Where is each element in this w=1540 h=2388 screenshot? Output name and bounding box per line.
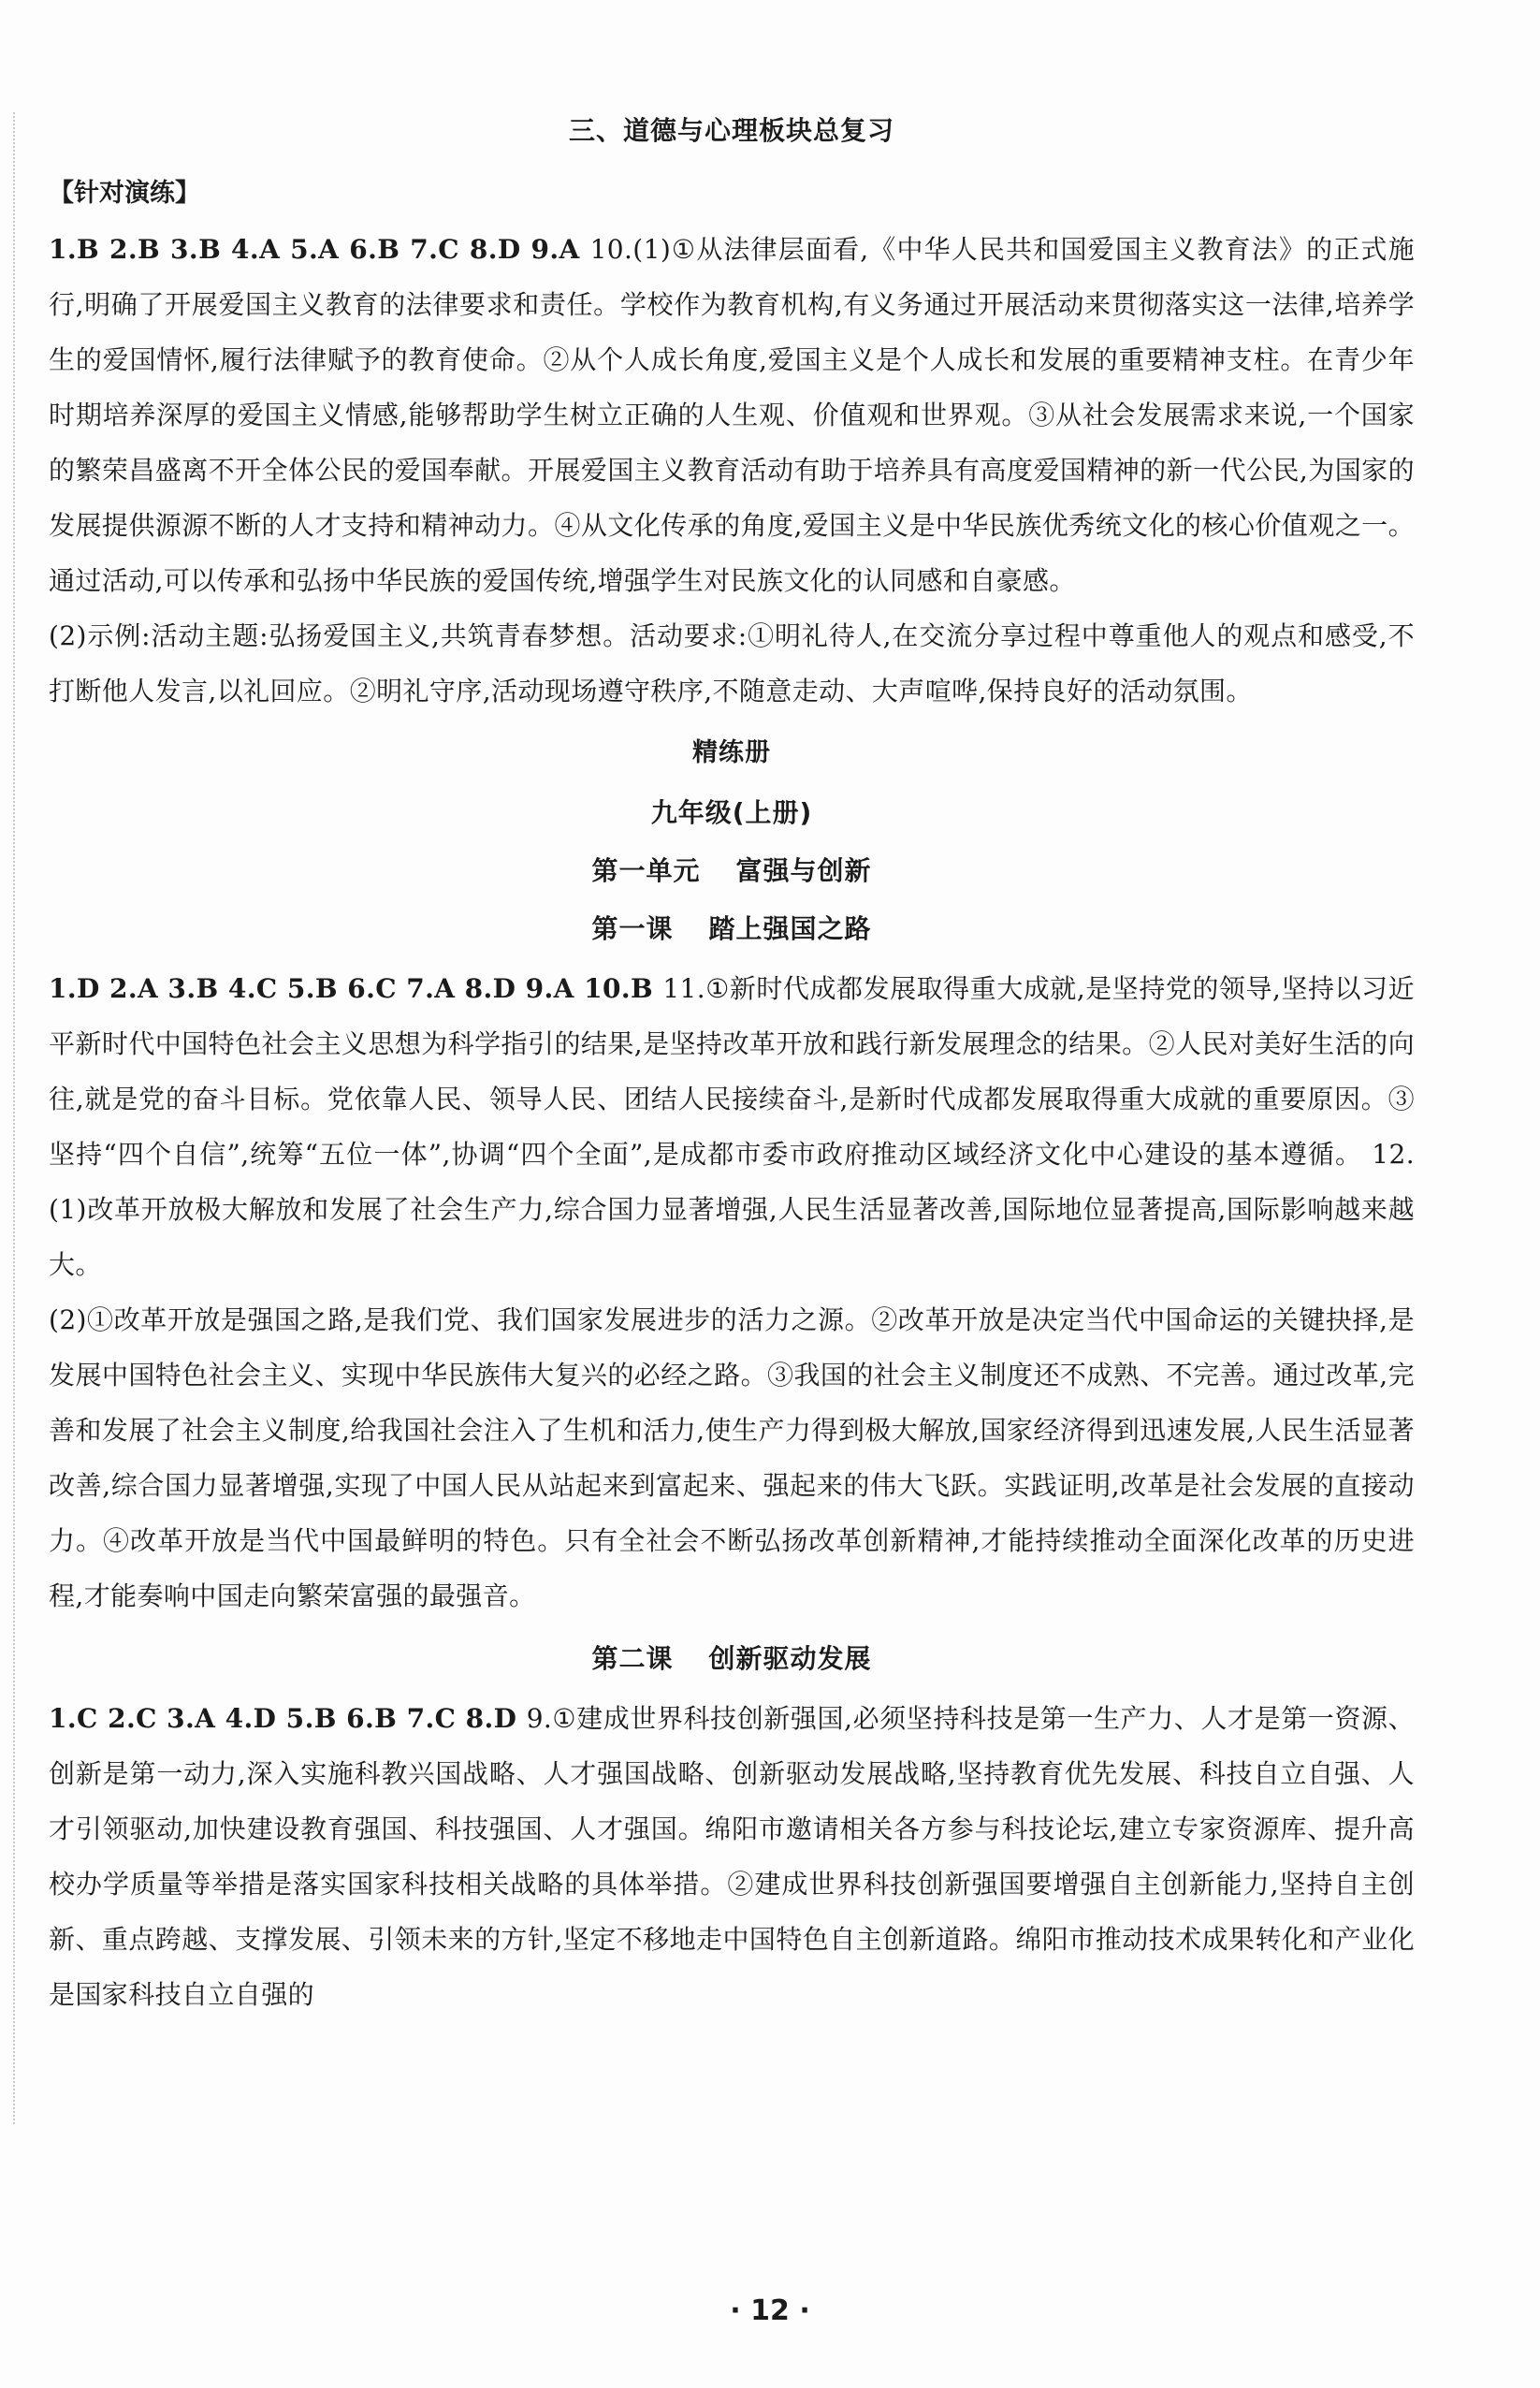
page-number: · 12 · <box>730 2294 810 2327</box>
lesson-1-title <box>49 909 1415 946</box>
section-answer-paragraph <box>49 222 1415 608</box>
section-title: 三、道德与心理板块总复习 <box>568 115 894 146</box>
unit-title <box>49 851 1415 888</box>
lesson-2-answer-text: 9.①建成世界科技创新强国,必须坚持科技是第一生产力、人才是第一资源、创新是第一动力,深入实施科教兴国战略、人才强国战略、创新驱动发展战略,坚持教育优先发展、科技自立自强、人才引领驱动,加快建设教育强国、科技强国、人才强国。绵阳市邀请相关各方参与科技论坛,建立专家资源库、提升高校办学质量等举措是落实国家科技相关战略的具体举措。②建成世界科技创新强国要增强自主创新能力,坚持自主创新、重点跨越、支撑发展、引领未来的方针,坚定不移地走中国特色自主创新道路。绵阳市推动技术成果转化和产业化是国家科技自立自强的 <box>49 1703 1415 2010</box>
lesson-1-answer-text: 11.①新时代成都发展取得重大成就,是坚持党的领导,坚持以习近平新时代中国特色社会主义思想为科学指引的结果,是坚持改革开放和践行新发展理念的结果。②人民对美好生活的向往,就是党的奋斗目标。党依靠人民、领导人民、团结人民接续奋斗,是新时代成都发展取得重大成就的重要原因。③坚持“四个自信”,统筹“五位一体”,协调“四个全面”,是成都市委市政府推动区域经济文化中心建设的基本遵循。 12.(1)改革开放极大解放和发展了社会生产力,综合国力显著增强,人民生活显著改善,国际地位显著提高,国际影响越来越大。 <box>49 973 1415 1280</box>
practice-label: 【针对演练】 <box>49 179 200 208</box>
lesson-2-number: 第二课 <box>591 1643 674 1674</box>
page-content <box>49 110 1415 2022</box>
lesson-1-answer-key: 1.D 2.A 3.B 4.C 5.B 6.C 7.A 8.D 9.A 10.B <box>49 973 663 1004</box>
lesson-1-paragraph <box>49 961 1415 1292</box>
section-answer-key: 1.B 2.B 3.B 4.A 5.A 6.B 7.C 8.D 9.A <box>49 234 590 265</box>
lesson-2-title <box>49 1638 1415 1676</box>
lesson-1-paragraph-2: (2)①改革开放是强国之路,是我们党、我们国家发展进步的活力之源。②改革开放是决定当代中国命运的关键抉择,是发展中国特色社会主义、实现中华民族伟大复兴的必经之路。③我国的社会主义制度还不成熟、不完善。通过改革,完善和发展了社会主义制度,给我国社会注入了生机和活力,使生产力得到极大解放,国家经济得到迅速发展,人民生活显著改善,综合国力显著增强,实现了中国人民从站起来到富起来、强起来的伟大飞跃。实践证明,改革是社会发展的直接动力。④改革开放是当代中国最鲜明的特色。只有全社会不断弘扬改革创新精神,才能持续推动全面深化改革的历史进程,才能奏响中国走向繁荣富强的最强音。 <box>49 1304 1415 1611</box>
section-answer-paragraph-2: (2)示例:活动主题:弘扬爱国主义,共筑青春梦想。活动要求:①明礼待人,在交流分享过程中尊重他人的观点和感受,不打断他人发言,以礼回应。②明礼守序,活动现场遵守秩序,不随意走动、大声喧哗,保持良好的活动氛围。 <box>49 620 1415 706</box>
binding-margin <box>0 112 15 2124</box>
lesson-1-name: 踏上强国之路 <box>708 913 872 944</box>
section-answer-text: 10.(1)①从法律层面看,《中华人民共和国爱国主义教育法》的正式施行,明确了开展爱国主义教育的法律要求和责任。学校作为教育机构,有义务通过开展活动来贯彻落实这一法律,培养学生的爱国情怀,履行法律赋予的教育使命。②从个人成长角度,爱国主义是个人成长和发展的重要精神支柱。在青少年时期培养深厚的爱国主义情感,能够帮助学生树立正确的人生观、价值观和世界观。③从社会发展需求来说,一个国家的繁荣昌盛离不开全体公民的爱国奉献。开展爱国主义教育活动有助于培养具有高度爱国精神的新一代公民,为国家的发展提供源源不断的人才支持和精神动力。④从文化传承的角度,爱国主义是中华民族优秀统文化的核心价值观之一。通过活动,可以传承和弘扬中华民族的爱国传统,增强学生对民族文化的认同感和自豪感。 <box>49 234 1415 596</box>
unit-number: 第一单元 <box>591 855 701 886</box>
book-title: 精练册 <box>692 738 771 767</box>
lesson-2-name: 创新驱动发展 <box>708 1643 872 1674</box>
grade-title: 九年级(上册) <box>650 797 813 828</box>
unit-name: 富强与创新 <box>735 855 872 886</box>
lesson-2-paragraph <box>49 1691 1415 2022</box>
lesson-2-answer-key: 1.C 2.C 3.A 4.D 5.B 6.B 7.C 8.D <box>49 1703 527 1734</box>
lesson-1-number: 第一课 <box>591 913 674 944</box>
